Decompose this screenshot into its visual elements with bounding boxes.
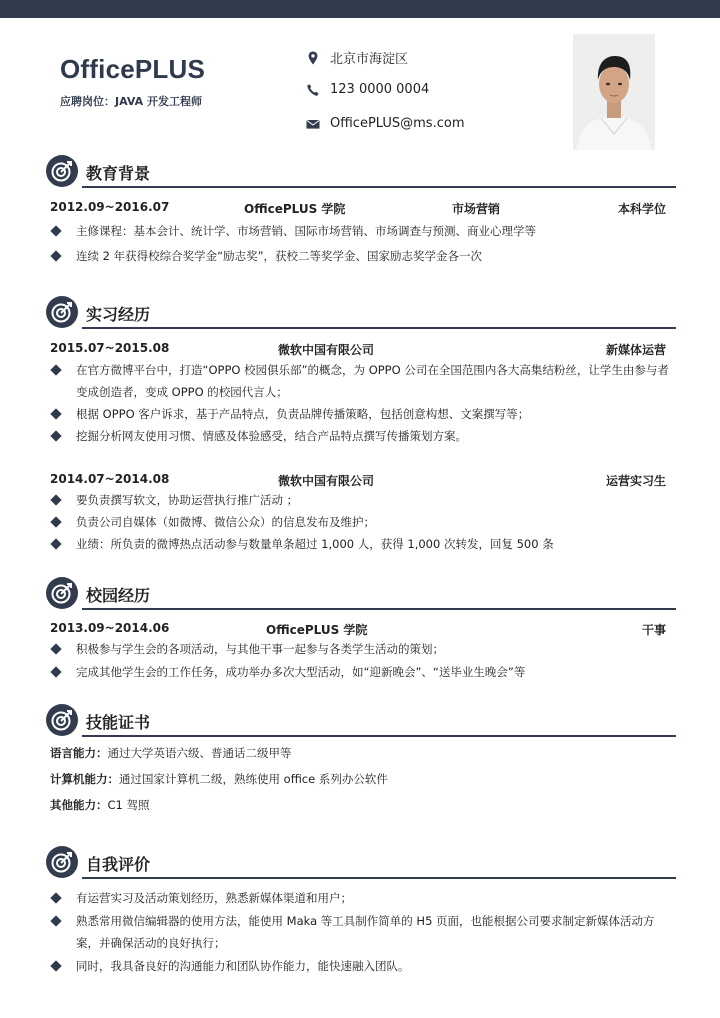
- profile-photo: [573, 34, 655, 150]
- skill-value: C1 驾照: [107, 798, 150, 812]
- skill-label: 其他能力：: [50, 798, 108, 812]
- contact-address: [306, 48, 408, 67]
- section-self-evaluation: [46, 846, 676, 880]
- list-item: 挖掘分析网友使用习惯、情感及体验感受，结合产品特点撰写传播策划方案。: [52, 425, 674, 447]
- contact-email: [306, 116, 464, 131]
- list-item: 主修课程：基本会计、统计学、市场营销、国际市场营销、市场调查与预测、商业心理学等: [52, 220, 674, 242]
- section-title: 校园经历: [86, 586, 151, 605]
- address-text: 北京市海淀区: [330, 52, 409, 67]
- diamond-bullet-icon: [50, 538, 61, 549]
- phone-icon: [306, 83, 320, 97]
- entry-major: 市场营销: [452, 202, 501, 216]
- skill-item: [50, 771, 388, 787]
- location-pin-icon: [306, 51, 320, 65]
- target-icon: [46, 296, 78, 328]
- entry-period: 2015.07~2015.08: [50, 341, 170, 355]
- campus-entry: [50, 621, 666, 639]
- target-icon: [46, 155, 78, 187]
- diamond-bullet-icon: [50, 960, 61, 971]
- section-education: [46, 155, 676, 189]
- section-campus: [46, 577, 676, 611]
- skill-label: 语言能力：: [50, 746, 108, 760]
- email-text: OfficePLUS@ms.com: [330, 116, 465, 131]
- section-divider: [82, 186, 676, 188]
- entry-company: 微软中国有限公司: [278, 474, 375, 488]
- diamond-bullet-icon: [50, 225, 61, 236]
- entry-school: OfficePLUS 学院: [244, 202, 346, 216]
- entry-degree: 本科学位: [617, 202, 666, 216]
- entry-role: 新媒体运营: [605, 343, 666, 357]
- diamond-bullet-icon: [50, 666, 61, 677]
- list-item: 负责公司自媒体（如微博、微信公众）的信息发布及维护；: [52, 511, 674, 533]
- internship-entry: [50, 472, 666, 490]
- applied-position: 应聘岗位：JAVA 开发工程师: [60, 95, 202, 108]
- diamond-bullet-icon: [50, 430, 61, 441]
- list-item: 完成其他学生会的工作任务，成功举办多次大型活动，如“迎新晚会”、“送毕业生晚会”等: [52, 661, 674, 683]
- entry-period: 2014.07~2014.08: [50, 472, 170, 486]
- list-item: 有运营实习及活动策划经历，熟悉新媒体渠道和用户；: [52, 887, 674, 909]
- target-icon: [46, 846, 78, 878]
- section-divider: [82, 327, 676, 329]
- entry-role: 运营实习生: [605, 474, 666, 488]
- phone-text: 123 0000 0004: [330, 82, 430, 97]
- skill-value: 通过国家计算机二级，熟练使用 office 系列办公软件: [119, 772, 388, 786]
- internship-entry: [50, 341, 666, 359]
- applicant-name: OfficePLUS: [60, 54, 206, 84]
- diamond-bullet-icon: [50, 364, 61, 375]
- list-item: 业绩：所负责的微博热点活动参与数量单条超过 1,000 人，获得 1,000 次转发，回复 500 条: [52, 533, 674, 555]
- list-item: 熟悉常用微信编辑器的使用方法，能使用 Maka 等工具制作简单的 H5 页面，也能根据公司要求制定新媒体活动方案，并确保活动的良好执行；: [52, 910, 674, 954]
- entry-role: 干事: [641, 623, 666, 637]
- mail-icon: [306, 117, 320, 131]
- diamond-bullet-icon: [50, 915, 61, 926]
- top-color-bar: [0, 0, 720, 18]
- section-title: 教育背景: [86, 164, 151, 183]
- diamond-bullet-icon: [50, 408, 61, 419]
- skill-label: 计算机能力：: [50, 772, 119, 786]
- section-divider: [82, 735, 676, 737]
- list-item: 根据 OPPO 客户诉求，基于产品特点，负责品牌传播策略，包括创意构想、文案撰写等；: [52, 403, 674, 425]
- list-item: 积极参与学生会的各项活动，与其他干事一起参与各类学生活动的策划；: [52, 638, 674, 660]
- entry-company: 微软中国有限公司: [278, 343, 375, 357]
- section-divider: [82, 608, 676, 610]
- diamond-bullet-icon: [50, 643, 61, 654]
- section-internship: [46, 296, 676, 330]
- entry-period: 2013.09~2014.06: [50, 621, 170, 635]
- contact-phone: [306, 82, 429, 97]
- target-icon: [46, 704, 78, 736]
- target-icon: [46, 577, 78, 609]
- skill-value: 通过大学英语六级、普通话二级甲等: [107, 746, 292, 760]
- list-item: 在官方微博平台中，打造“OPPO 校园俱乐部”的概念，为 OPPO 公司在全国范围内各大高集结粉丝，让学生由参与者变成创造者，变成 OPPO 的校园代言人；: [52, 359, 674, 403]
- skill-item: [50, 745, 292, 761]
- list-item: 要负责撰写软文，协助运营执行推广活动 ；: [52, 489, 674, 511]
- diamond-bullet-icon: [50, 250, 61, 261]
- education-entry: [50, 200, 666, 218]
- section-title: 技能证书: [86, 713, 151, 732]
- entry-period: 2012.09~2016.07: [50, 200, 170, 214]
- diamond-bullet-icon: [50, 516, 61, 527]
- diamond-bullet-icon: [50, 494, 61, 505]
- list-item: 同时，我具备良好的沟通能力和团队协作能力，能快速融入团队。: [52, 955, 674, 977]
- diamond-bullet-icon: [50, 892, 61, 903]
- section-divider: [82, 877, 676, 879]
- section-skills: [46, 704, 676, 738]
- skill-item: [50, 797, 150, 813]
- list-item: 连续 2 年获得校综合奖学金“励志奖”，获校二等奖学金、国家励志奖学金各一次: [52, 245, 674, 267]
- entry-school: OfficePLUS 学院: [266, 623, 368, 637]
- section-title: 实习经历: [86, 305, 151, 324]
- section-title: 自我评价: [86, 855, 151, 874]
